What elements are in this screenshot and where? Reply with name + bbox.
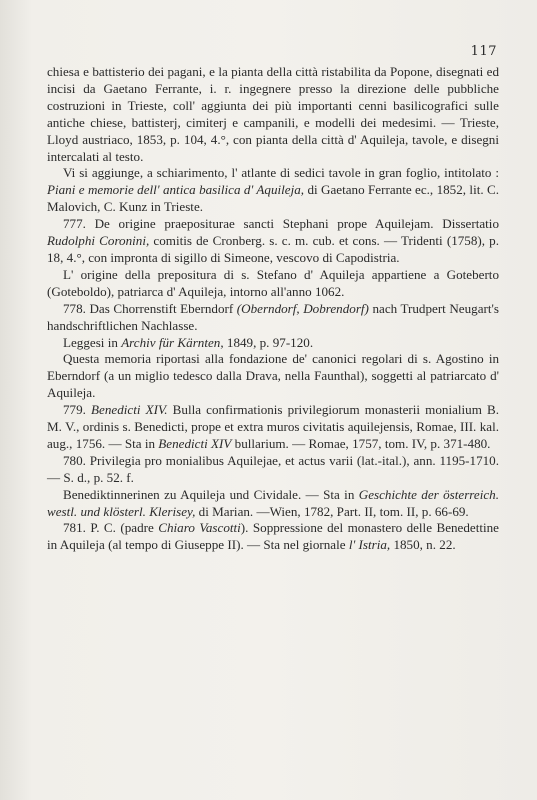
text-run: Benediktinnerinen zu Aquileja und Cividale. — Sta in bbox=[63, 486, 359, 502]
paragraph bbox=[47, 453, 499, 487]
text-run: di Gaetano Ferrante ec., 1852, lit. C. Malovich, C. Kunz in Trieste. bbox=[47, 182, 500, 215]
italic-text-run: Benedicti XIV bbox=[158, 435, 232, 451]
text-run: Vi si aggiunge, a schiarimento, l' atlante di sedici tavole in gran foglio, intitolato : bbox=[63, 165, 499, 181]
paragraph bbox=[47, 165, 499, 216]
text-run: 779. bbox=[63, 402, 92, 418]
text-run: nach Trudpert Neugart's handschriftlichen Nachlasse. bbox=[47, 300, 499, 333]
italic-text-run: l' Istria, bbox=[348, 537, 391, 553]
text-run: L' origine della prepositura di s. Stefano d' Aquileja appartiene a Goteberto (Goteboldo), patriarca d' Aquileja, intorno all'anno 1062. bbox=[47, 266, 499, 299]
paragraph bbox=[47, 402, 499, 453]
text-run: 1849, p. 97-120. bbox=[223, 334, 314, 350]
text-run: bullarium. — Romae, 1757, tom. IV, p. 371-480. bbox=[231, 435, 491, 451]
paragraph bbox=[47, 64, 499, 165]
italic-text-run: Chiaro Vascotti bbox=[158, 520, 241, 536]
paragraph bbox=[47, 351, 499, 402]
text-run: comitis de Cronberg. s. c. m. cub. et cons. — Tridenti (1758), p. 18, 4.°, con impronta di sigillo di Simeone, vescovo di Capodistria. bbox=[47, 233, 499, 265]
italic-text-run: Benedicti XIV. bbox=[91, 402, 168, 418]
text-run: 1850, n. 22. bbox=[390, 537, 456, 553]
text-run: Bulla confirmationis privilegiorum monasterii monialium B. M. V., ordinis s. Benedicti, prope et extra muros civitatis aquilejensis, Romae, III. kal. aug., 1756. — Sta in bbox=[47, 402, 500, 451]
text-run: Questa memoria riportasi alla fondazione de' canonici regolari di s. Agostino in Eberndorf (a un miglio tedesco dalla Drava, nella Faunthal), soggetti al patriarcato d' Aquileja. bbox=[47, 351, 499, 401]
paragraph bbox=[47, 520, 499, 554]
text-run: 781. P. C. (padre bbox=[63, 520, 159, 536]
text-run: Leggesi in bbox=[63, 334, 122, 350]
page-number: 117 bbox=[470, 44, 497, 59]
italic-text-run: Rudolphi Coronini, bbox=[47, 233, 150, 249]
paragraph bbox=[47, 487, 499, 521]
paragraph bbox=[47, 301, 499, 335]
italic-text-run: Archiv für Kärnten, bbox=[121, 334, 224, 350]
text-run: di Marian. —Wien, 1782, Part. II, tom. II, p. 66-69. bbox=[195, 503, 469, 519]
paragraph bbox=[47, 267, 499, 301]
text-run: ). Soppressione del monastero delle Benedettine in Aquileja (al tempo di Giuseppe II). — Sta nel giornale bbox=[47, 520, 499, 553]
italic-text-run: (Oberndorf, Dobrendorf) bbox=[236, 300, 369, 316]
text-run: 778. Das Chorrenstift Eberndorf bbox=[63, 300, 237, 316]
text-run: 777. De origine praepositurae sancti Stephani prope Aquilejam. Dissertatio bbox=[63, 216, 499, 232]
italic-text-run: Geschichte der österreich. westl. und klösterl. Klerisey, bbox=[47, 486, 500, 519]
paragraph bbox=[47, 216, 499, 267]
paragraph bbox=[47, 335, 499, 352]
italic-text-run: Piani e memorie dell' antica basilica d' Aquileja, bbox=[47, 182, 305, 198]
text-run: 780. Privilegia pro monialibus Aquilejae, et actus varii (lat.-ital.), ann. 1195-1710. — S. d., p. 52. f. bbox=[47, 452, 499, 485]
text-run: chiesa e battisterio dei pagani, e la pianta della città ristabilita da Popone, disegnati ed incisi da Gaetano Ferrante, i. r. ingegnere presso la direzione delle pubbliche costruzioni in Trieste, coll' aggiunta dei più importanti cenni basilicografici sulle antiche chiese, battisterj, cimiterj e campanili, e modelli dei medesimi. — Trieste, Lloyd austriaco, 1853, p. 104, 4.°, con pianta della città d' Aquileja, tavole, e disegni intercalati al testo. bbox=[47, 64, 499, 164]
page-body-text bbox=[47, 64, 499, 554]
